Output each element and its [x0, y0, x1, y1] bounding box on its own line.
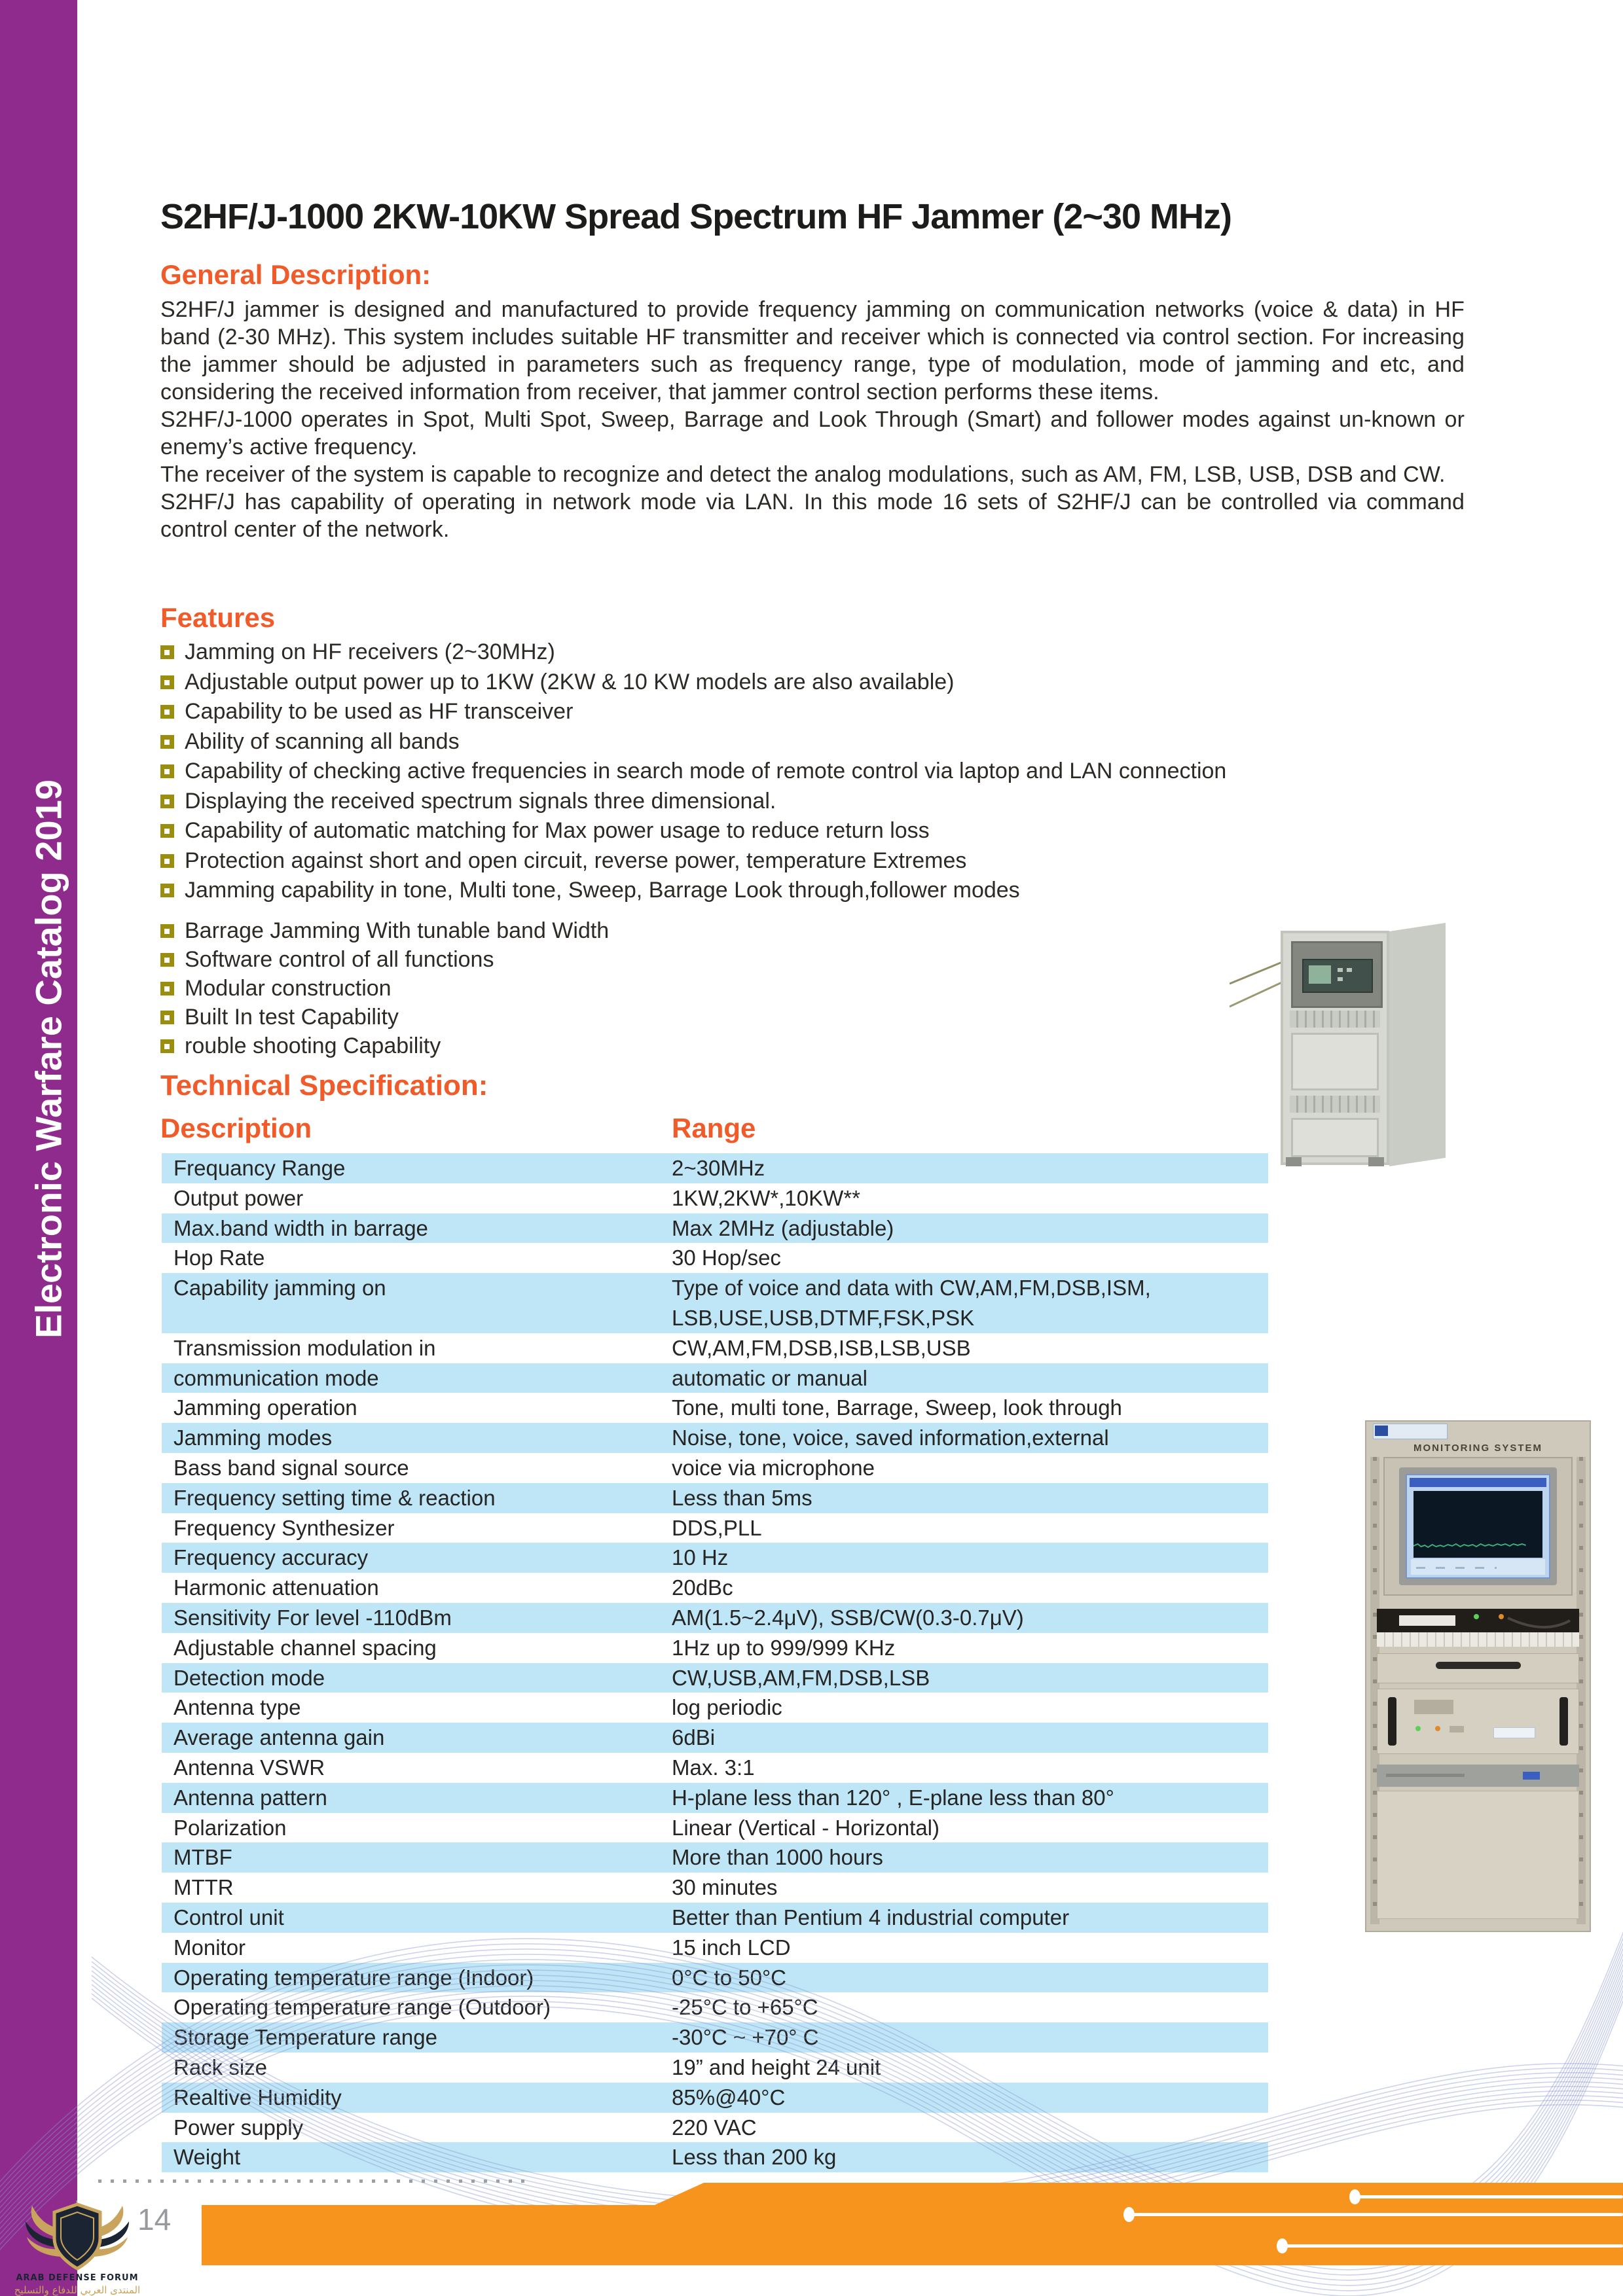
feature-item — [160, 916, 609, 945]
spec-label: Realtive Humidity — [173, 2085, 342, 2109]
spec-row — [162, 1573, 1268, 1603]
spec-row — [162, 1873, 1268, 1903]
spec-label-cell — [162, 1693, 672, 1723]
spec-label-cell — [162, 1603, 672, 1633]
spec-label: Output power — [173, 1185, 304, 1210]
spec-row — [162, 1992, 1268, 2022]
spec-label-cell — [162, 1723, 672, 1753]
general-description-text — [160, 296, 1465, 543]
spectrum-plot — [1413, 1491, 1542, 1558]
spec-label-cell — [162, 1963, 672, 1993]
spec-value: 30 Hop/sec — [672, 1246, 781, 1270]
spec-label-cell — [162, 2022, 672, 2053]
green-display-instrument — [1302, 959, 1373, 993]
spec-value-cell — [672, 1333, 1268, 1363]
spec-value-cell — [672, 1573, 1268, 1603]
panel-handle-left — [1388, 1697, 1396, 1746]
spec-label: Transmission modulation in — [173, 1335, 436, 1360]
spec-value-cell — [672, 1603, 1268, 1633]
square-bullet-icon — [160, 764, 174, 778]
spec-value-cell — [672, 2113, 1268, 2143]
features-list-1 — [160, 637, 1226, 906]
square-bullet-icon — [160, 824, 174, 838]
square-bullet-icon — [160, 675, 174, 689]
panel-switch — [1450, 1726, 1464, 1732]
shelf-cable — [1377, 1609, 1579, 1632]
spec-table — [162, 1153, 1268, 2172]
monitoring-rack-photo — [1365, 1420, 1591, 1932]
spec-row — [162, 1723, 1268, 1753]
spec-label-cell — [162, 1363, 672, 1393]
transmitter-rack-photo — [1230, 916, 1453, 1175]
spec-value-cell — [672, 1783, 1268, 1813]
spec-label-cell — [162, 1633, 672, 1663]
circuit-trace-dot — [1349, 2189, 1360, 2204]
spec-row — [162, 2113, 1268, 2143]
spec-label: Harmonic attenuation — [173, 1575, 379, 1600]
green-led — [1474, 1614, 1479, 1619]
rack-top-label — [1373, 1424, 1448, 1439]
spec-label: Bass band signal source — [173, 1455, 409, 1480]
logo-text-ar: المنتدى العربي للدفاع والتسليح — [14, 2284, 141, 2296]
spec-value-cell — [672, 1992, 1268, 2022]
spec-label: Storage Temperature range — [173, 2025, 437, 2050]
feature-item — [160, 945, 609, 974]
spec-label-cell — [162, 1783, 672, 1813]
spec-label: Frequency accuracy — [173, 1545, 369, 1570]
spec-label-cell — [162, 1573, 672, 1603]
spec-label: Antenna pattern — [173, 1785, 327, 1810]
spec-value: 6dBi — [672, 1725, 716, 1750]
spec-row — [162, 1842, 1268, 1873]
spec-value: AM(1.5~2.4μV), SSB/CW(0.3-0.7μV) — [672, 1605, 1024, 1630]
arab-defense-forum-logo — [10, 2199, 144, 2296]
monitoring-system-label: MONITORING SYSTEM — [1413, 1443, 1543, 1454]
spec-value: 10 Hz — [672, 1545, 729, 1570]
spec-row — [162, 1903, 1268, 1933]
spec-row — [162, 1213, 1268, 1244]
spec-label-cell — [162, 1813, 672, 1843]
spec-row — [162, 1783, 1268, 1813]
spec-row — [162, 1633, 1268, 1663]
feature-item — [160, 727, 1226, 757]
spec-value-cell — [672, 1393, 1268, 1423]
spec-value-cell — [672, 1813, 1268, 1843]
square-bullet-icon — [160, 795, 174, 808]
spec-col-description: Description — [160, 1113, 312, 1143]
spec-label-cell — [162, 1183, 672, 1213]
spec-value: Linear (Vertical - Horizontal) — [672, 1815, 939, 1840]
spec-value: Noise, tone, voice, saved information,external — [672, 1426, 1109, 1450]
spec-value: 1KW,2KW*,10KW** — [672, 1185, 860, 1210]
feature-text: Built In test Capability — [185, 1004, 399, 1030]
rack-monitor — [1383, 1457, 1573, 1596]
keyboard-keys — [1377, 1632, 1579, 1647]
spec-row — [162, 1363, 1268, 1393]
spec-value: -30°C ~ +70° C — [672, 2025, 819, 2050]
spec-label: Antenna VSWR — [173, 1755, 325, 1780]
feature-item — [160, 668, 1226, 698]
spec-label-cell — [162, 1243, 672, 1273]
spec-value: 2~30MHz — [672, 1156, 765, 1180]
spec-value: LSB,USE,USB,DTMF,FSK,PSK — [672, 1305, 975, 1330]
spec-label-cell — [162, 1873, 672, 1903]
spec-label: Operating temperature range (Outdoor) — [173, 1995, 551, 2020]
spec-col-range: Range — [672, 1113, 756, 1143]
spec-row — [162, 1813, 1268, 1843]
spec-value-cell — [672, 1423, 1268, 1453]
spec-row — [162, 1513, 1268, 1543]
spec-value: Max. 3:1 — [672, 1755, 755, 1780]
monitor-screen — [1406, 1474, 1550, 1579]
spec-row — [162, 1333, 1268, 1363]
features-list-2 — [160, 916, 609, 1060]
spec-value-cell — [672, 1873, 1268, 1903]
spec-value-cell — [672, 1153, 1268, 1183]
instrument-button — [1338, 977, 1343, 981]
cabinet-foot — [1286, 1157, 1302, 1166]
spec-value-cell — [672, 2022, 1268, 2053]
circuit-trace-dot — [1123, 2207, 1135, 2222]
instrument-screen — [1309, 965, 1331, 984]
spec-value: log periodic — [672, 1695, 782, 1720]
spec-value: Less than 5ms — [672, 1485, 812, 1510]
square-bullet-icon — [160, 735, 174, 749]
spec-label-cell — [162, 2053, 672, 2083]
spec-label: Detection mode — [173, 1665, 325, 1690]
panel-label — [1493, 1727, 1535, 1738]
spec-label: Capability jamming on — [173, 1276, 386, 1300]
circuit-trace-line — [1128, 2213, 1623, 2216]
spec-value: 220 VAC — [672, 2115, 757, 2140]
spec-row — [162, 2083, 1268, 2113]
spec-label-cell — [162, 1903, 672, 1933]
square-bullet-icon — [160, 982, 174, 996]
feature-text: Capability of automatic matching for Max power usage to reduce return loss — [185, 818, 930, 844]
instrument-button — [1347, 968, 1352, 972]
spec-label-cell — [162, 1423, 672, 1453]
instrument-button — [1338, 968, 1343, 972]
spec-row — [162, 2142, 1268, 2172]
square-bullet-icon — [160, 884, 174, 897]
features-heading: Features — [160, 602, 276, 633]
spec-value: More than 1000 hours — [672, 1845, 883, 1870]
spec-row — [162, 1753, 1268, 1783]
spec-value: 30 minutes — [672, 1875, 778, 1900]
spec-label: Sensitivity For level -110dBm — [173, 1605, 452, 1630]
spec-label: Polarization — [173, 1815, 287, 1840]
circuit-trace-dot — [1277, 2238, 1288, 2253]
description-paragraph: S2HF/J-1000 operates in Spot, Multi Spot, Sweep, Barrage and Look Through (Smart) and follower modes against un-known or enemy’s active frequency. — [160, 407, 1465, 459]
spec-value: DDS,PLL — [672, 1515, 762, 1540]
spec-row — [162, 1153, 1268, 1183]
spec-value-cell — [672, 2053, 1268, 2083]
spec-label: Adjustable channel spacing — [173, 1635, 437, 1660]
feature-item — [160, 637, 1226, 668]
spec-label: Average antenna gain — [173, 1725, 385, 1750]
circuit-trace-line — [1354, 2195, 1623, 2198]
spec-label-cell — [162, 1753, 672, 1783]
spectrum-trace — [1413, 1491, 1542, 1558]
feature-text: Adjustable output power up to 1KW (2KW & 10 KW models are also available) — [185, 669, 955, 694]
spec-value-cell — [672, 1963, 1268, 1993]
spec-value-cell — [672, 1243, 1268, 1273]
spec-label-cell — [162, 1393, 672, 1423]
spec-label: Control unit — [173, 1905, 284, 1929]
spec-label-cell — [162, 1513, 672, 1543]
spec-label-cell — [162, 1453, 672, 1483]
spec-label-cell — [162, 1483, 672, 1513]
cabinet-front-panel — [1281, 931, 1389, 1165]
spec-row — [162, 1273, 1268, 1333]
spec-label-cell — [162, 1663, 672, 1693]
description-paragraph: S2HF/J jammer is designed and manufactured to provide frequency jamming on communication networks (voice & data) in HF band (2-30 MHz). This system includes suitable HF transmitter and receiver which is connected via control section. For increasing the jammer should be adjusted in parameters such as frequency range, type of modulation, mode of jamming and etc, and considering the received information from receiver, that jammer control section performs these items. — [160, 297, 1465, 404]
spec-value-cell — [672, 1723, 1268, 1753]
green-led — [1415, 1726, 1421, 1731]
spec-row — [162, 1693, 1268, 1723]
vent-strip — [1290, 1011, 1380, 1028]
page-title: S2HF/J-1000 2KW-10KW Spread Spectrum HF Jammer (2~30 MHz) — [160, 197, 1231, 236]
spec-value: -25°C to +65°C — [672, 1995, 818, 2020]
drawer-handle — [1436, 1662, 1521, 1669]
spec-label-cell — [162, 1213, 672, 1244]
spec-value: automatic or manual — [672, 1365, 867, 1390]
spec-value-cell — [672, 1693, 1268, 1723]
vent-strip — [1290, 1096, 1380, 1113]
spec-value-cell — [672, 1663, 1268, 1693]
orange-led — [1435, 1726, 1440, 1731]
spec-value-cell — [672, 1903, 1268, 1933]
spec-label: Frequency setting time & reaction — [173, 1485, 496, 1510]
spec-label: MTTR — [173, 1875, 234, 1900]
drawer-panel — [1291, 1033, 1379, 1090]
gray-band-unit — [1377, 1765, 1579, 1787]
spec-value-cell — [672, 1363, 1268, 1393]
feature-text: Protection against short and open circuit, reverse power, temperature Extremes — [185, 848, 967, 873]
spec-value: CW,AM,FM,DSB,ISB,LSB,USB — [672, 1335, 971, 1360]
square-bullet-icon — [160, 645, 174, 659]
spec-value-cell — [672, 2142, 1268, 2172]
spec-row — [162, 1543, 1268, 1573]
feature-item — [160, 816, 1226, 846]
feature-text: Capability of checking active frequencies in search mode of remote control via laptop and LAN connection — [185, 759, 1227, 784]
spec-row — [162, 1183, 1268, 1213]
spec-label: Operating temperature range (Indoor) — [173, 1965, 534, 1990]
spec-label: Monitor — [173, 1935, 246, 1960]
spec-value: CW,USB,AM,FM,DSB,LSB — [672, 1665, 930, 1690]
spec-label-cell — [162, 2142, 672, 2172]
square-bullet-icon — [160, 924, 174, 938]
feature-item — [160, 757, 1226, 787]
page-number: 14 — [137, 2202, 172, 2236]
spec-value: Less than 200 kg — [672, 2145, 837, 2170]
spec-value: voice via microphone — [672, 1455, 875, 1480]
spec-value: 1Hz up to 999/999 KHz — [672, 1635, 896, 1660]
spec-value: Type of voice and data with CW,AM,FM,DSB,ISM, — [672, 1276, 1151, 1300]
spec-label-cell — [162, 1153, 672, 1183]
panel-buttons — [1414, 1700, 1453, 1714]
spec-value: 0°C to 50°C — [672, 1965, 786, 1990]
spec-value-cell — [672, 1842, 1268, 1873]
orange-led — [1499, 1614, 1504, 1619]
spec-value-cell — [672, 1453, 1268, 1483]
feature-item — [160, 697, 1226, 727]
spec-value-cell — [672, 2083, 1268, 2113]
spec-label: Weight — [173, 2145, 241, 2170]
cabinet-side-panel — [1389, 923, 1446, 1166]
cabinet-top-recess — [1291, 941, 1383, 1008]
feature-text: rouble shooting Capability — [185, 1033, 441, 1058]
spec-row — [162, 1663, 1268, 1693]
spec-value-cell — [672, 1183, 1268, 1213]
spec-row — [162, 2053, 1268, 2083]
spec-value: H-plane less than 120° , E-plane less than 80° — [672, 1785, 1114, 1810]
spec-label: Rack size — [173, 2054, 268, 2079]
sidebar-title: Electronic Warfare Catalog 2019 — [27, 780, 69, 1338]
spec-row — [162, 1963, 1268, 1993]
spec-value-cell — [672, 1753, 1268, 1783]
feature-text: Modular construction — [185, 975, 392, 1001]
spec-row — [162, 1423, 1268, 1453]
spec-label: MTBF — [173, 1845, 232, 1870]
spec-row — [162, 1483, 1268, 1513]
spec-value-cell — [672, 1213, 1268, 1244]
cabinet-foot — [1368, 1157, 1384, 1166]
spec-row — [162, 1243, 1268, 1273]
spec-label-cell — [162, 1992, 672, 2022]
spec-label-cell — [162, 1273, 672, 1333]
square-bullet-icon — [160, 1011, 174, 1024]
spec-row — [162, 1933, 1268, 1963]
spec-row — [162, 1393, 1268, 1423]
spec-label-cell — [162, 1333, 672, 1363]
spec-label: Jamming modes — [173, 1426, 333, 1450]
spec-value-cell — [672, 1483, 1268, 1513]
spec-label: Jamming operation — [173, 1395, 357, 1420]
square-bullet-icon — [160, 854, 174, 868]
spec-row — [162, 1603, 1268, 1633]
spec-column-headers — [160, 1113, 1267, 1144]
spec-value-cell — [672, 1273, 1268, 1333]
spec-value-cell — [672, 1933, 1268, 1963]
feature-item — [160, 974, 609, 1003]
rack-drawer — [1377, 1653, 1579, 1683]
spec-value-cell — [672, 1513, 1268, 1543]
lower-panel — [1291, 1118, 1379, 1157]
feature-text: Displaying the received spectrum signals three dimensional. — [185, 788, 776, 814]
square-bullet-icon — [160, 705, 174, 719]
logo-text-en: ARAB DEFENSE FORUM — [16, 2273, 139, 2283]
feature-text: Capability to be used as HF transceiver — [185, 699, 574, 725]
spec-label: Frequency Synthesizer — [173, 1515, 395, 1540]
feature-item — [160, 846, 1226, 876]
spec-label-cell — [162, 2113, 672, 2143]
spec-value: 20dBc — [672, 1575, 733, 1600]
spec-row — [162, 1453, 1268, 1483]
feature-text: Jamming capability in tone, Multi tone, Sweep, Barrage Look through,follower modes — [185, 878, 1020, 903]
feature-text: Barrage Jamming With tunable band Width — [185, 918, 610, 943]
screen-status-strip — [1411, 1559, 1545, 1575]
square-bullet-icon — [160, 953, 174, 967]
feature-item — [160, 876, 1226, 906]
spec-label: Antenna type — [173, 1695, 301, 1720]
spec-value-cell — [672, 1543, 1268, 1573]
spec-label: Frequancy Range — [173, 1156, 346, 1180]
feature-text: Software control of all functions — [185, 946, 494, 972]
feature-item — [160, 787, 1226, 817]
spec-value: 19” and height 24 unit — [672, 2054, 881, 2079]
spec-value: 85%@40°C — [672, 2085, 786, 2109]
tech-spec-heading: Technical Specification: — [160, 1069, 488, 1102]
description-paragraph: S2HF/J has capability of operating in network mode via LAN. In this mode 16 sets of S2HF/J can be controlled via command control center of the network. — [160, 490, 1465, 542]
spec-row — [162, 2022, 1268, 2053]
general-description-heading: General Description: — [160, 259, 431, 290]
monitor-bezel — [1399, 1467, 1557, 1585]
spec-label-cell — [162, 2083, 672, 2113]
sidebar-band — [0, 0, 77, 2296]
spec-value: Tone, multi tone, Barrage, Sweep, look through — [672, 1395, 1122, 1420]
circuit-trace-line — [1281, 2244, 1623, 2248]
keyboard-shelf — [1377, 1609, 1579, 1632]
spec-label-cell — [162, 1842, 672, 1873]
description-paragraph: The receiver of the system is capable to recognize and detect the analog modulations, such as AM, FM, LSB, USB, DSB and CW. — [160, 462, 1446, 487]
feature-item — [160, 1003, 609, 1031]
screen-title-bar — [1410, 1478, 1546, 1487]
dotted-divider — [98, 2179, 527, 2183]
spec-value: Better than Pentium 4 industrial computer — [672, 1905, 1070, 1929]
instrument-panel — [1377, 1689, 1579, 1754]
spec-value: 15 inch LCD — [672, 1935, 791, 1960]
spec-value: Max 2MHz (adjustable) — [672, 1215, 894, 1240]
feature-text: Jamming on HF receivers (2~30MHz) — [185, 639, 555, 665]
panel-handle-right — [1559, 1697, 1568, 1746]
spec-label-cell — [162, 1543, 672, 1573]
spec-value-cell — [672, 1633, 1268, 1663]
blank-lower-panel — [1377, 1791, 1579, 1919]
feature-text: Ability of scanning all bands — [185, 728, 460, 754]
spec-label-cell — [162, 1933, 672, 1963]
spec-label: Power supply — [173, 2115, 304, 2140]
spec-label: Hop Rate — [173, 1246, 265, 1270]
spec-label: communication mode — [173, 1365, 379, 1390]
square-bullet-icon — [160, 1039, 174, 1053]
spec-label: Max.band width in barrage — [173, 1215, 428, 1240]
feature-item — [160, 1031, 609, 1060]
